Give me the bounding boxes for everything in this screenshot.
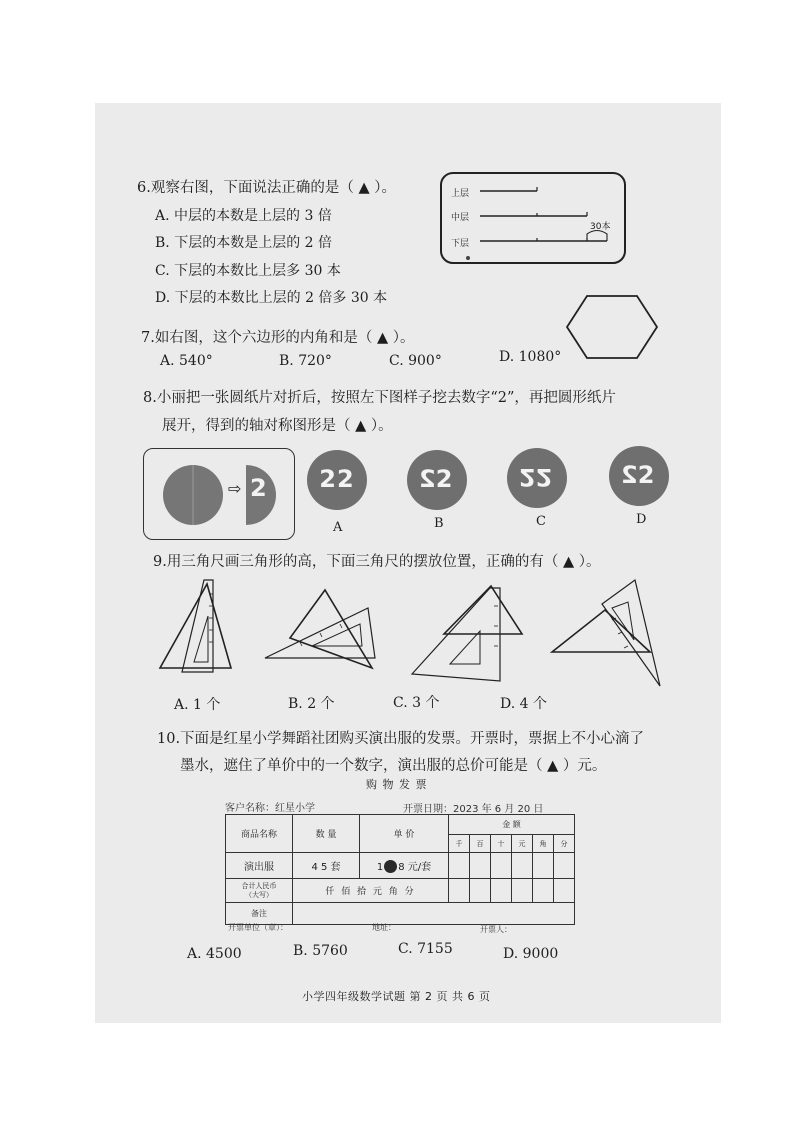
total-label bbox=[226, 879, 293, 903]
option-b-digit: 2 bbox=[435, 465, 453, 493]
q9-option-a: A. 1 个 bbox=[174, 697, 221, 713]
amount-unit: 元 bbox=[512, 835, 533, 853]
price-rest: 8 元/套 bbox=[398, 861, 432, 873]
invoice-drawer: 开票人： bbox=[480, 925, 512, 934]
q9-setsquare-figures bbox=[150, 576, 670, 691]
option-d-digits bbox=[609, 461, 669, 489]
header-quantity: 数 量 bbox=[293, 815, 360, 853]
q7-question: 7.如右图，这个六边形的内角和是（ ▲ ）。 bbox=[141, 330, 415, 346]
q10-question-line1: 10.下面是红星小学舞蹈社团购买演出服的发票。开票时，票据上不小心滴了 bbox=[157, 731, 645, 747]
ink-blot-icon bbox=[384, 860, 397, 873]
option-c-digits bbox=[507, 463, 567, 491]
option-d-label: D bbox=[636, 512, 647, 527]
header-amount: 金 额 bbox=[449, 815, 575, 835]
option-b-label: B bbox=[434, 516, 444, 531]
option-d-digit: 2 bbox=[637, 461, 655, 489]
page-footer: 小学四年级数学试题 第 2 页 共 6 页 bbox=[302, 990, 491, 1003]
option-d-digit-mirrored: 2 bbox=[621, 461, 638, 489]
amount-unit: 千 bbox=[449, 835, 470, 853]
invoice-address: 地址： bbox=[372, 923, 396, 932]
q6-question: 6.观察右图，下面说法正确的是（ ▲ ）。 bbox=[137, 180, 396, 196]
invoice-table bbox=[225, 814, 575, 925]
option-a-label: A bbox=[333, 520, 343, 535]
header-item-name: 商品名称 bbox=[226, 815, 293, 853]
q8-question-line2: 展开，得到的轴对称图形是（ ▲ ）。 bbox=[162, 418, 393, 434]
q10-option-d: D. 9000 bbox=[503, 946, 559, 962]
hexagon-figure bbox=[565, 294, 659, 360]
q6-bar-figure bbox=[440, 172, 626, 264]
q9-option-c: C. 3 个 bbox=[393, 695, 440, 711]
invoice-customer: 客户名称：红星小学 bbox=[225, 803, 315, 814]
figure-4-set-square bbox=[552, 580, 660, 686]
q7-option-b: B. 720° bbox=[279, 353, 332, 369]
cut-digit-2: 2 bbox=[250, 474, 267, 502]
option-b-digits bbox=[407, 465, 467, 493]
q7-option-a: A. 540° bbox=[160, 353, 213, 369]
q7-option-c: C. 900° bbox=[389, 353, 442, 369]
amount-unit: 分 bbox=[554, 835, 575, 853]
total-units: 仟 佰 拾 元 角 分 bbox=[293, 879, 449, 903]
q6-option-a: A. 中层的本数是上层的 3 倍 bbox=[155, 208, 332, 224]
row-item-name: 演出服 bbox=[226, 853, 293, 879]
remark-label: 备注 bbox=[226, 903, 293, 925]
row-unit-price bbox=[360, 853, 449, 879]
amount-unit: 角 bbox=[533, 835, 554, 853]
option-b-digit-mirrored: 2 bbox=[419, 465, 436, 493]
total-label-line1: 合计人民币 bbox=[241, 881, 277, 890]
option-c-label: C bbox=[536, 514, 546, 529]
q8-question-line1: 8.小丽把一张圆纸片对折后，按照左下图样子挖去数字“2”，再把圆形纸片 bbox=[143, 390, 616, 406]
q6-option-c: C. 下层的本数比上层多 30 本 bbox=[155, 263, 341, 279]
arrow-icon: ⇨ bbox=[228, 479, 242, 498]
option-a-digits: 22 bbox=[319, 465, 355, 493]
label-bottom-shelf: 下层 bbox=[451, 239, 470, 249]
q10-question-line2: 墨水，遮住了单价中的一个数字，演出服的总价可能是（ ▲ ）元。 bbox=[180, 758, 607, 774]
q9-option-b: B. 2 个 bbox=[288, 696, 335, 712]
figure-1-set-square bbox=[160, 580, 231, 672]
total-label-line2: （大写） bbox=[245, 890, 273, 899]
q9-question: 9.用三角尺画三角形的高，下面三角尺的摆放位置，正确的有（ ▲ ）。 bbox=[153, 554, 601, 570]
label-top-shelf: 上层 bbox=[451, 189, 470, 199]
invoice-issuer: 开票单位（章）： bbox=[228, 923, 288, 932]
amount-unit: 十 bbox=[491, 835, 512, 853]
amount-unit: 百 bbox=[470, 835, 491, 853]
price-digit-1: 1 bbox=[376, 861, 384, 873]
q10-option-b: B. 5760 bbox=[293, 943, 348, 959]
invoice-date: 开票日期：2023 年 6 月 20 日 bbox=[403, 804, 544, 815]
q7-option-d: D. 1080° bbox=[499, 349, 562, 365]
row-quantity: 4 5 套 bbox=[293, 853, 360, 879]
q6-option-b: B. 下层的本数是上层的 2 倍 bbox=[155, 235, 332, 251]
header-unit-price: 单 价 bbox=[360, 815, 449, 853]
q9-option-d: D. 4 个 bbox=[500, 696, 547, 712]
label-middle-shelf: 中层 bbox=[451, 213, 470, 223]
q10-option-a: A. 4500 bbox=[187, 946, 242, 962]
label-30-books: 30本 bbox=[590, 222, 611, 232]
q6-option-d: D. 下层的本数比上层的 2 倍多 30 本 bbox=[155, 290, 388, 306]
q10-option-c: C. 7155 bbox=[398, 941, 453, 957]
option-c-digit-flipped: 2 bbox=[519, 463, 536, 491]
figure-3-set-square bbox=[412, 586, 522, 681]
figure-2-set-square bbox=[265, 590, 375, 668]
invoice-title: 购 物 发 票 bbox=[366, 778, 428, 791]
option-c-digit-flipped-2: 2 bbox=[535, 463, 553, 491]
